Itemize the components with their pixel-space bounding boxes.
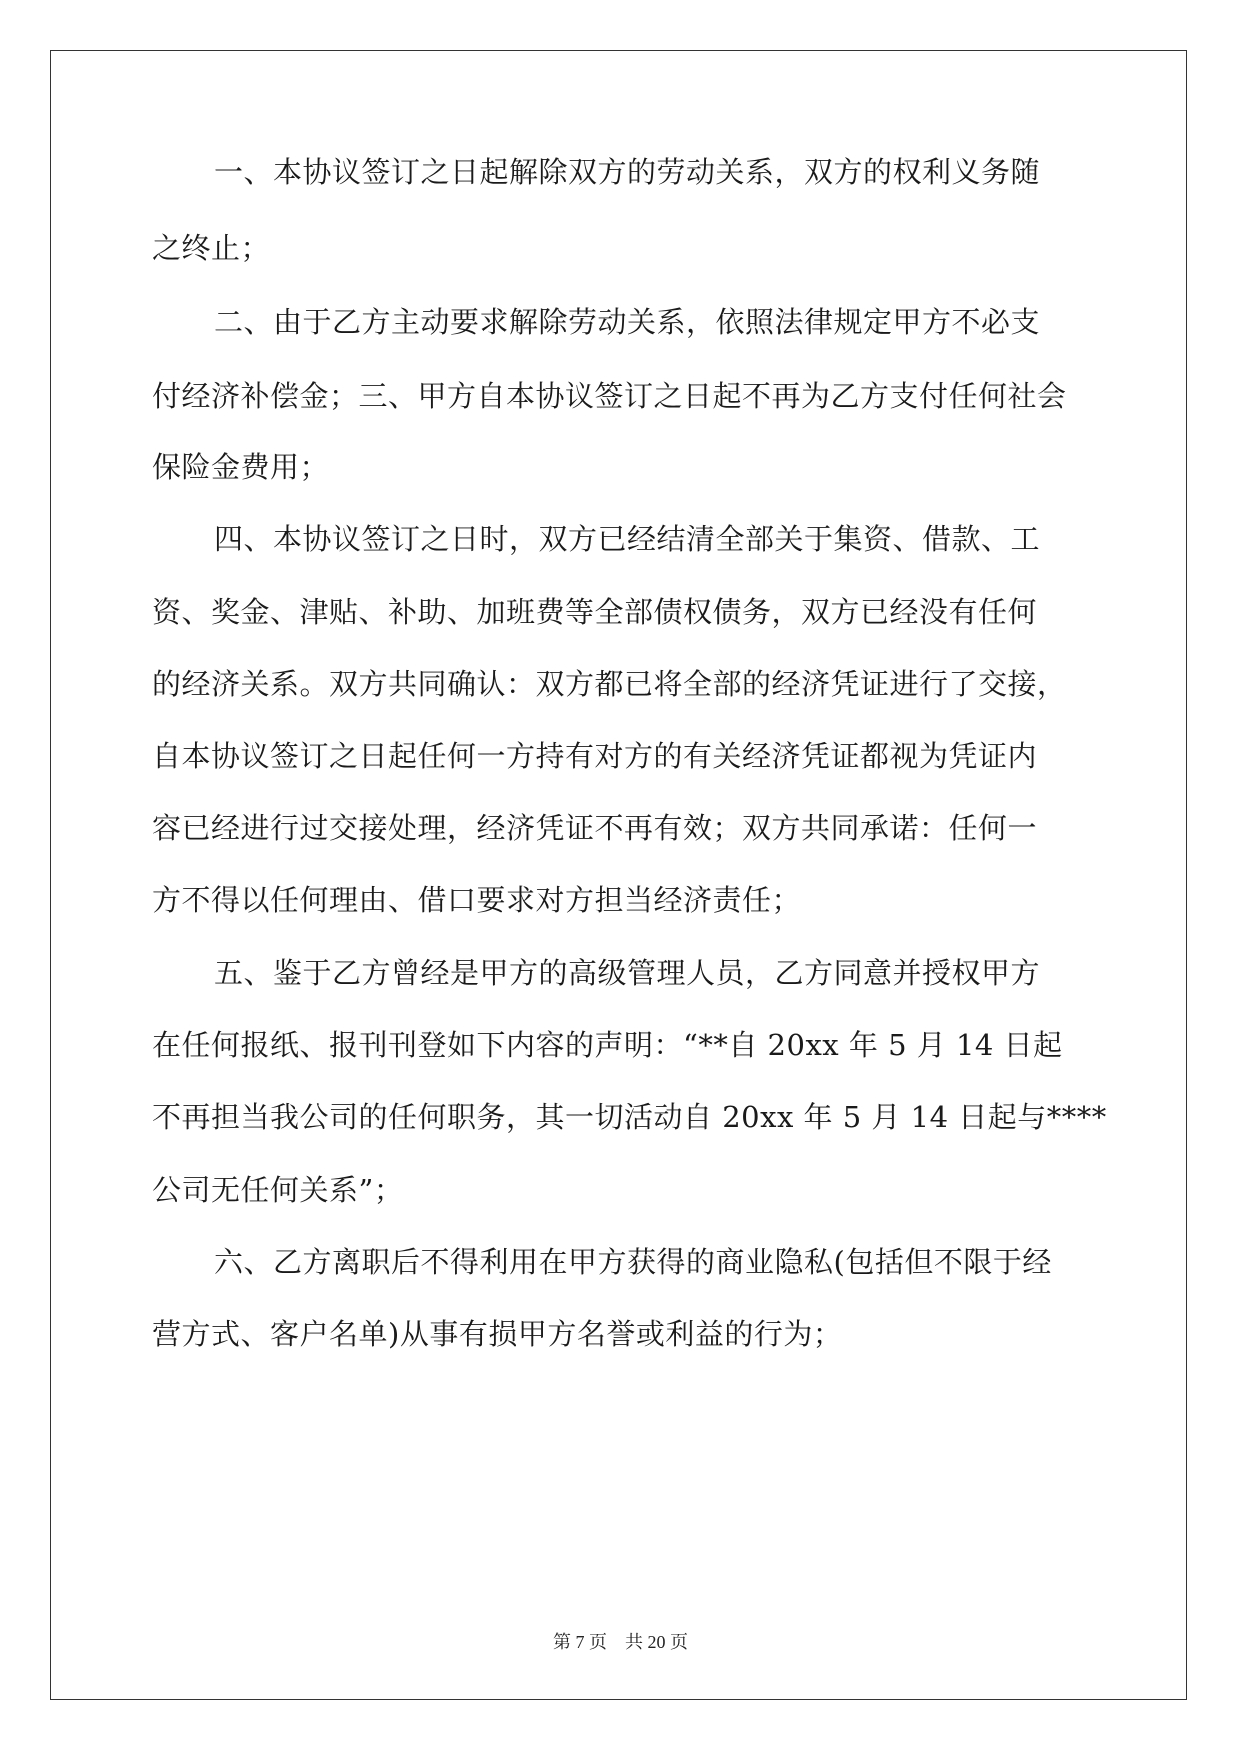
paragraph-6-line-2: 营方式、客户名单)从事有损甲方名誉或利益的行为； [152, 1317, 843, 1351]
paragraph-6-line-1: 六、乙方离职后不得利用在甲方获得的商业隐私(包括但不限于经 [214, 1245, 1052, 1279]
paragraph-4-line-3: 的经济关系。双方共同确认：双方都已将全部的经济凭证进行了交接， [152, 667, 1067, 701]
paragraph-5-line-1: 五、鉴于乙方曾经是甲方的高级管理人员，乙方同意并授权甲方 [214, 956, 1041, 990]
paragraph-2-line-1: 二、由于乙方主动要求解除劳动关系，依照法律规定甲方不必支 [214, 305, 1041, 339]
paragraph-2-line-2: 付经济补偿金；三、甲方自本协议签订之日起不再为乙方支付任何社会 [152, 379, 1067, 413]
paragraph-4-line-5: 容已经进行过交接处理，经济凭证不再有效；双方共同承诺：任何一 [152, 811, 1038, 845]
paragraph-4-line-2: 资、奖金、津贴、补助、加班费等全部债权债务，双方已经没有任何 [152, 595, 1038, 629]
paragraph-5-line-3: 不再担当我公司的任何职务，其一切活动自 20xx 年 5 月 14 日起与**** [152, 1100, 1107, 1134]
paragraph-1-line-2: 之终止； [152, 231, 271, 265]
paragraph-5-line-2: 在任何报纸、报刊刊登如下内容的声明：“**自 20xx 年 5 月 14 日起 [152, 1028, 1063, 1062]
paragraph-4-line-4: 自本协议签订之日起任何一方持有对方的有关经济凭证都视为凭证内 [152, 739, 1038, 773]
paragraph-4-line-6: 方不得以任何理由、借口要求对方担当经济责任； [152, 883, 802, 917]
paragraph-4-line-1: 四、本协议签订之日时，双方已经结清全部关于集资、借款、工 [214, 522, 1041, 556]
paragraph-1-line-1: 一、本协议签订之日起解除双方的劳动关系，双方的权利义务随 [214, 155, 1041, 189]
paragraph-2-line-3: 保险金费用； [152, 450, 330, 484]
page-number-footer: 第 7 页 共 20 页 [553, 1632, 688, 1652]
page-frame [50, 50, 1187, 1700]
paragraph-5-line-4: 公司无任何关系”； [152, 1173, 404, 1207]
